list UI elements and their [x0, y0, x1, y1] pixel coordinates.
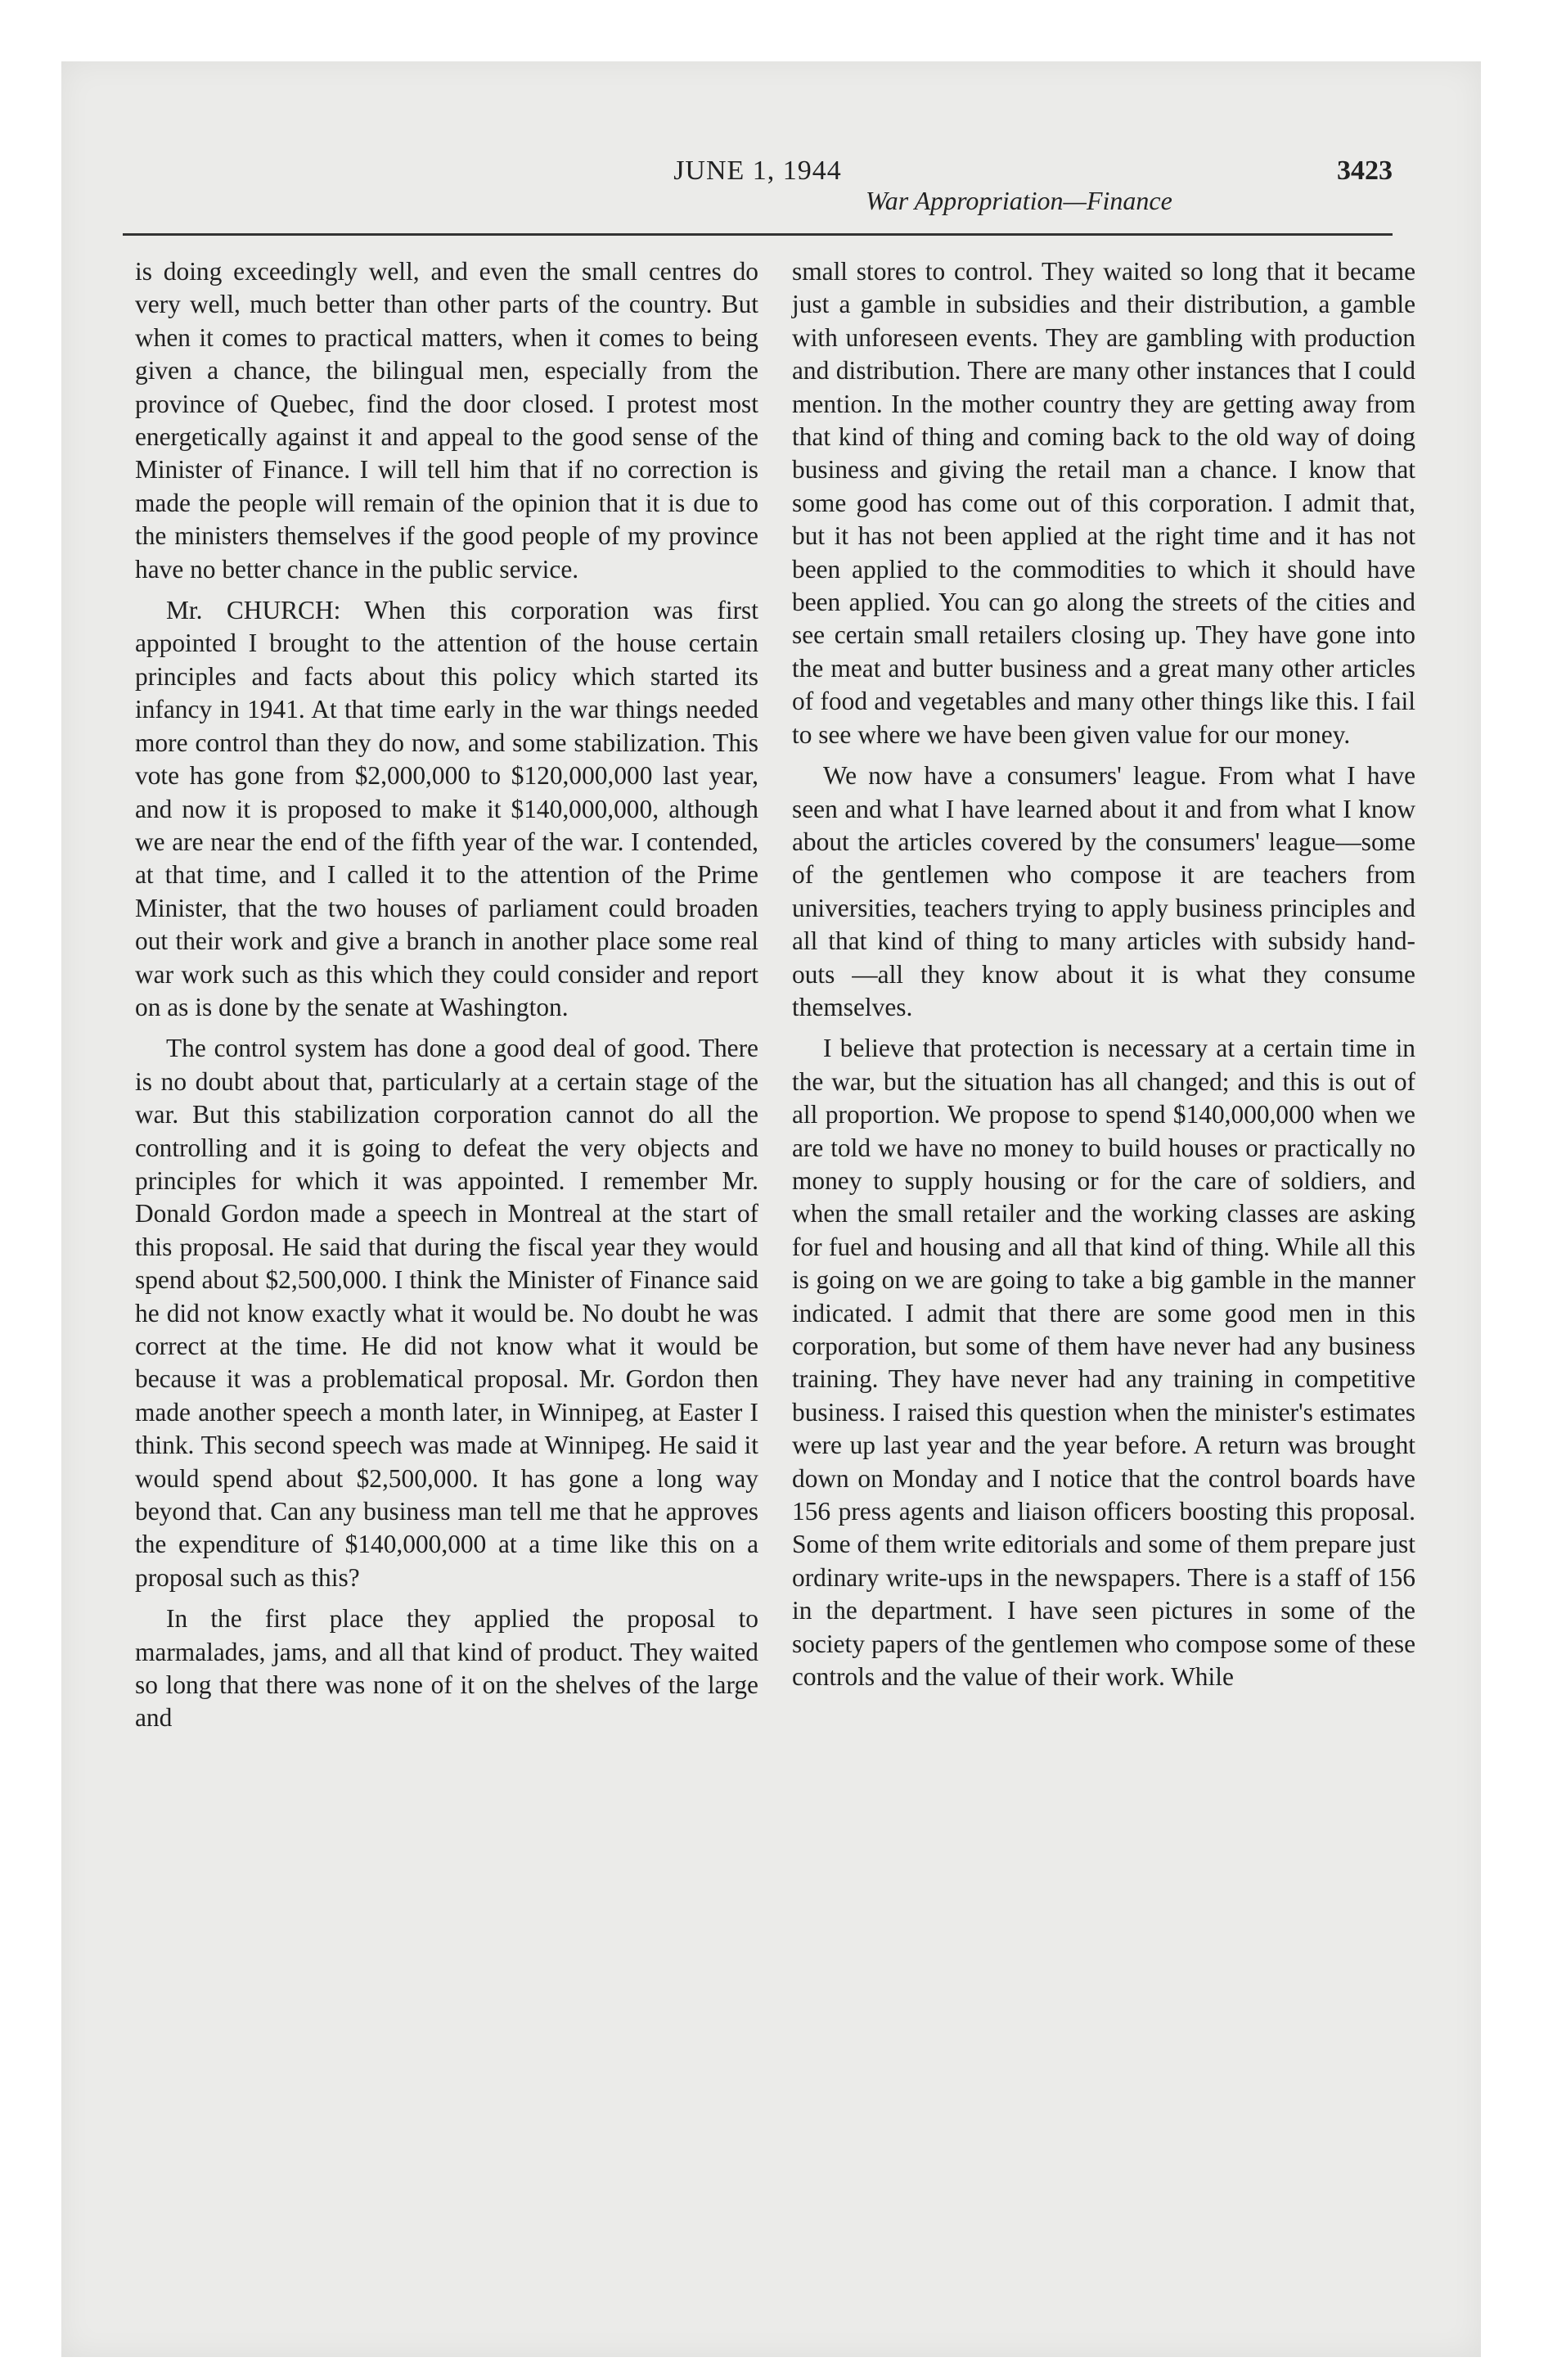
page-header	[123, 147, 1393, 246]
paragraph-text: The control system has done a good deal of good. There is no doubt about that, particularly at a certain stage of the war. But this stabilization corporation cannot do all the controlling and it is going to defeat the very objects and principles for which it was appointed. I remember Mr. Donald Gordon made a speech in Montreal at the start of this proposal. He said that during the fiscal year they would spend about $2,500,000. I think the Minister of Finance said he did not know exactly what it would be. No doubt he was correct at the time. He did not know what it would be because it was a problematical proposal. Mr. Gordon then made another speech a month later, in Winnipeg, at Easter I think. This second speech was made at Winnipeg. He said it would spend about $2,500,000. It has gone a long way beyond that. Can any business man tell me that he approves the expenditure of $140,000,000 at a time like this on a proposal such as this?	[135, 1034, 758, 1592]
paragraph	[792, 760, 1415, 1024]
left-column	[135, 255, 758, 1743]
header-date: JUNE 1, 1944	[673, 156, 842, 186]
paragraph-text: When this corporation was first appointed I brought to the attention of the house certain principles and facts about this policy which started its infancy in 1941. At that time early in the war things needed more control than they do now, and some stabilization. This vote has gone from $2,000,000 to $120,000,000 last year, and now it is proposed to make it $140,000,000, although we are near the end of the fifth year of the war. I contended, at that time, and I called it to the attention of the Prime Minister, that the two houses of parliament could broaden out their work and give a branch in another place some real war work such as this which they could consider and report on as is done by the senate at Washington.	[135, 596, 758, 1021]
right-column	[792, 255, 1415, 1702]
paragraph-text: In the first place they applied the proposal to marmalades, jams, and all that kind of product. They waited so long that there was none of it on the shelves of the large and	[135, 1604, 758, 1733]
paragraph-text: We now have a consumers' league. From what I have seen and what I have learned about it and from what I know about the articles covered by the consumers' league—some of the gentlemen who compose it are teachers from universities, teachers trying to apply business principles and all that kind of thing to many articles with subsidy hand-outs —all they know about it is what they consume themselves.	[792, 761, 1415, 1021]
paragraph	[135, 1602, 758, 1735]
paragraph-text: I believe that protection is necessary at a certain time in the war, but the situation has all changed; and this is out of all proportion. We propose to spend $140,000,000 when we are told we have no money to build houses or practically no money to supply housing or for the care of soldiers, and when the small retailer and the working classes are asking for fuel and housing and all that kind of thing. While all this is going on we are going to take a big gamble in the manner indicated. I admit that there are some good men in this corporation, but some of them have never had any business training. They have never had any training in competitive business. I raised this question when the minister's estimates were up last year and the year before. A return was brought down on Monday and I notice that the control boards have 156 press agents and liaison officers boosting this proposal. Some of them write editorials and some of them prepare just ordinary write-ups in the newspapers. There is a staff of 156 in the department. I have seen pictures in some of the society papers of the gentlemen who compose some of these controls and the value of their work. While	[792, 1034, 1415, 1692]
paragraph-text: small stores to control. They waited so long that it became just a gamble in subsidies and their distribution, a gamble with unforeseen events. They are gambling with production and distribution. There are many other instances that I could mention. In the mother country they are getting away from that kind of thing and coming back to the old way of doing business and giving the retail man a chance. I know that some good has come out of this corporation. I admit that, but it has not been applied at the right time and it has not been applied to the commodities to which it should have been applied. You can go along the streets of the cities and see certain small retailers closing up. They have gone into the meat and butter business and a great many other articles of food and vegetables and many other things like this. I fail to see where we have been given value for our money.	[792, 257, 1415, 749]
paragraph	[135, 594, 758, 1024]
paragraph	[792, 255, 1415, 751]
header-page-number: 3423	[1337, 156, 1393, 186]
paragraph-text: is doing exceedingly well, and even the small centres do very well, much better than other parts of the country. But when it comes to practical matters, when it comes to being given a chance, the bilingual men, especially from the province of Quebec, find the door closed. I protest most energetically against it and appeal to the good sense of the Minister of Finance. I will tell him that if no correction is made the people will remain of the opinion that it is due to the ministers themselves if the good people of my province have no better chance in the public service.	[135, 257, 758, 584]
header-rule	[123, 233, 1393, 236]
paragraph	[135, 1032, 758, 1594]
header-section-title: War Appropriation—Finance	[866, 186, 1172, 215]
paragraph	[792, 1032, 1415, 1693]
paragraph	[135, 255, 758, 586]
speaker-name: Mr. CHURCH:	[166, 596, 341, 625]
